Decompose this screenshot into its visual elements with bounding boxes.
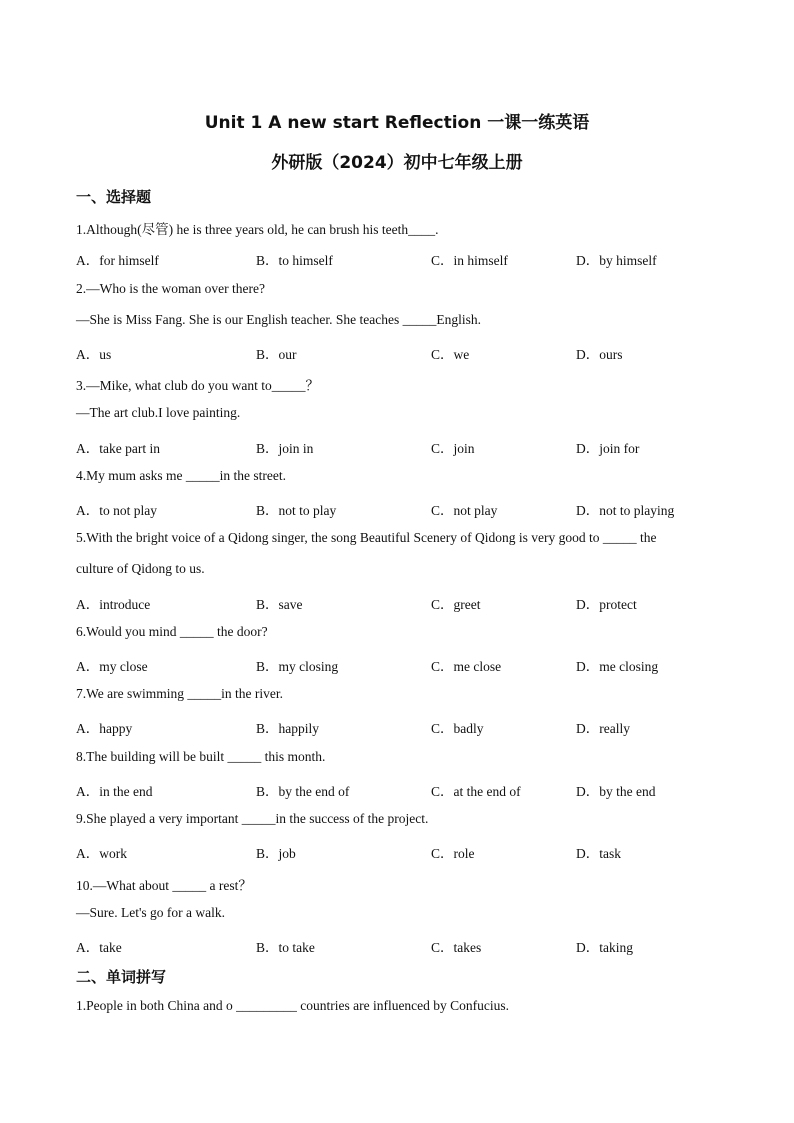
option-b: B．to take <box>256 940 315 955</box>
question-stem: 5.With the bright voice of a Qidong singer, the song Beautiful Scenery of Qidong is very good to _____ the <box>76 530 657 545</box>
option-d: D．me closing <box>576 659 659 674</box>
option-row <box>76 655 716 673</box>
question-stem: —Sure. Let's go for a walk. <box>76 905 226 920</box>
option-c: C．join <box>431 441 475 456</box>
option-b: B．happily <box>256 721 319 736</box>
section-heading-spelling: 二、单词拼写 <box>76 968 167 986</box>
question-stem: 1.Although(尽管) he is three years old, he can brush his teeth____. <box>76 222 439 237</box>
question-stem: 10.—What about _____ a rest？ <box>76 878 252 893</box>
option-a: A．take <box>76 940 122 955</box>
option-row <box>76 717 716 735</box>
option-a: A．take part in <box>76 441 160 456</box>
option-a: A．introduce <box>76 597 151 612</box>
option-a: A．happy <box>76 721 133 736</box>
option-d: D．not to playing <box>576 503 675 518</box>
option-a: A．for himself <box>76 253 159 268</box>
option-a: A．us <box>76 347 112 362</box>
option-d: D．join for <box>576 441 640 456</box>
option-b: B．our <box>256 347 297 362</box>
option-d: D．by himself <box>576 253 657 268</box>
option-c: C．we <box>431 347 470 362</box>
option-c: C．badly <box>431 721 484 736</box>
option-b: B．job <box>256 846 296 861</box>
question-stem: —She is Miss Fang. She is our English teacher. She teaches _____English. <box>76 312 481 327</box>
question-stem: —The art club.I love painting. <box>76 405 241 420</box>
option-c: C．at the end of <box>431 784 521 799</box>
spelling-item: 1.People in both China and o _________ countries are influenced by Confucius. <box>76 998 510 1013</box>
question-stem: 2.—Who is the woman over there? <box>76 281 265 296</box>
option-c: C．role <box>431 846 475 861</box>
question-stem: 9.She played a very important _____in the success of the project. <box>76 811 429 826</box>
question-stem: 4.My mum asks me _____in the street. <box>76 468 286 483</box>
option-d: D．really <box>576 721 630 736</box>
option-b: B．join in <box>256 441 314 456</box>
option-c: C．me close <box>431 659 502 674</box>
option-d: D．protect <box>576 597 637 612</box>
option-a: A．in the end <box>76 784 153 799</box>
option-row <box>76 936 716 954</box>
option-row <box>76 343 716 361</box>
option-a: A．my close <box>76 659 148 674</box>
option-b: B．to himself <box>256 253 333 268</box>
option-row <box>76 249 716 267</box>
option-d: D．by the end <box>576 784 656 799</box>
option-c: C．greet <box>431 597 481 612</box>
question-stem: 6.Would you mind _____ the door? <box>76 624 268 639</box>
option-b: B．save <box>256 597 303 612</box>
option-c: C．in himself <box>431 253 508 268</box>
option-b: B．by the end of <box>256 784 350 799</box>
question-stem: 3.—Mike, what club do you want to_____？ <box>76 378 319 393</box>
document-title: Unit 1 A new start Reflection 一课一练英语 <box>204 113 590 133</box>
option-row <box>76 842 716 860</box>
option-row <box>76 780 716 798</box>
question-stem: culture of Qidong to us. <box>76 561 205 576</box>
document-subtitle: 外研版（2024）初中七年级上册 <box>271 153 523 173</box>
option-c: C．takes <box>431 940 482 955</box>
option-row <box>76 437 716 455</box>
option-row <box>76 593 716 611</box>
option-b: B．my closing <box>256 659 339 674</box>
option-a: A．to not play <box>76 503 157 518</box>
question-stem: 7.We are swimming _____in the river. <box>76 686 283 701</box>
option-c: C．not play <box>431 503 498 518</box>
option-a: A．work <box>76 846 127 861</box>
option-d: D．task <box>576 846 621 861</box>
option-row <box>76 499 716 517</box>
question-stem: 8.The building will be built _____ this month. <box>76 749 326 764</box>
option-d: D．taking <box>576 940 633 955</box>
section-heading-choice: 一、选择题 <box>76 188 152 206</box>
option-b: B．not to play <box>256 503 337 518</box>
option-d: D．ours <box>576 347 623 362</box>
